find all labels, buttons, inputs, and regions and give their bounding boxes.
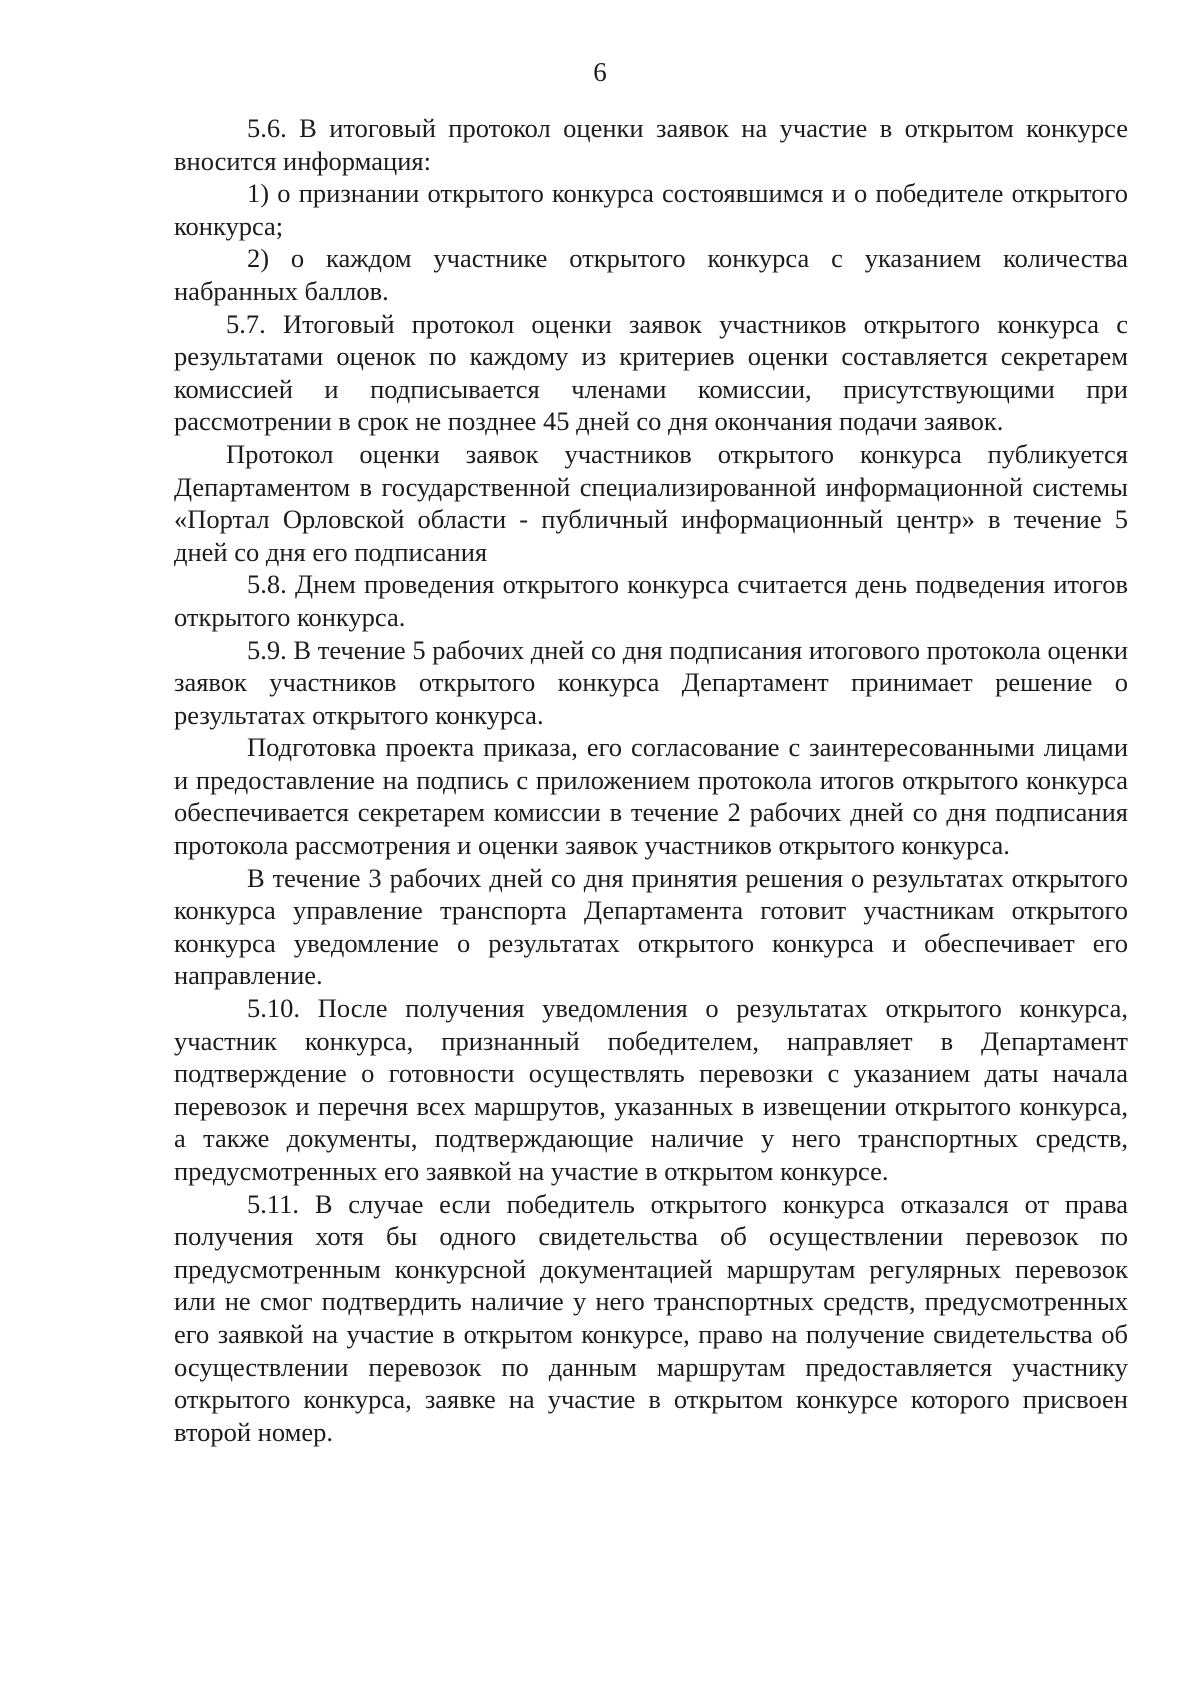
list-item-1: 1) о признании открытого конкурса состоявшимся и о победителе открытого конкурса; bbox=[174, 178, 1128, 241]
list-item-2: 2) о каждом участнике открытого конкурса с указанием количества набранных баллов. bbox=[174, 243, 1128, 306]
paragraph-5-6: 5.6. В итоговый протокол оценки заявок на участие в открытом конкурсе вносится информация: bbox=[174, 113, 1128, 176]
paragraph-notification: В течение 3 рабочих дней со дня принятия решения о результатах открытого конкурса управление транспорта Департамента готовит участникам открытого конкурса уведомление о результатах открытого конкурса и обеспечивает его направление. bbox=[174, 862, 1128, 991]
document-body bbox=[174, 112, 1128, 1448]
page-number: 6 bbox=[593, 57, 607, 87]
paragraph-5-11: 5.11. В случае если победитель открытого конкурса отказался от права получения хотя бы одного свидетельства об осуществлении перевозок по предусмотренным конкурсной документацией маршрутам регулярных перевозок или не смог подтвердить наличие у него транспортных средств, предусмотренных его заявкой на участие в открытом конкурсе, право на получение свидетельства об осуществлении перевозок по данным маршрутам предоставляется участнику открытого конкурса, заявке на участие в открытом конкурсе которого присвоен второй номер. bbox=[174, 1188, 1128, 1447]
paragraph-5-7: 5.7. Итоговый протокол оценки заявок участников открытого конкурса с результатами оценок по каждому из критериев оценки составляется секретарем комиссией и подписывается членами комиссии, присутствующими при рассмотрении в срок не позднее 45 дней со дня окончания подачи заявок. bbox=[174, 308, 1128, 437]
paragraph-5-9: 5.9. В течение 5 рабочих дней со дня подписания итогового протокола оценки заявок участников открытого конкурса Департамент принимает решение о результатах открытого конкурса. bbox=[174, 634, 1128, 730]
paragraph-protocol-publication: Протокол оценки заявок участников открытого конкурса публикуется Департаментом в государственной специализированной информационной системы «Портал Орловской области - публичный информационный центр» в течение 5 дней со дня его подписания bbox=[174, 438, 1128, 567]
paragraph-5-10: 5.10. После получения уведомления о результатах открытого конкурса, участник конкурса, признанный победителем, направляет в Департамент подтверждение о готовности осуществлять перевозки с указанием даты начала перевозок и перечня всех маршрутов, указанных в извещении открытого конкурса, а также документы, подтверждающие наличие у него транспортных средств, предусмотренных его заявкой на участие в открытом конкурсе. bbox=[174, 993, 1128, 1186]
paragraph-5-8: 5.8. Днем проведения открытого конкурса считается день подведения итогов открытого конкурса. bbox=[174, 569, 1128, 632]
paragraph-order-preparation: Подготовка проекта приказа, его согласование с заинтересованными лицами и предоставление на подпись с приложением протокола итогов открытого конкурса обеспечивается секретарем комиссии в течение 2 рабочих дней со дня подписания протокола рассмотрения и оценки заявок участников открытого конкурса. bbox=[174, 732, 1128, 861]
